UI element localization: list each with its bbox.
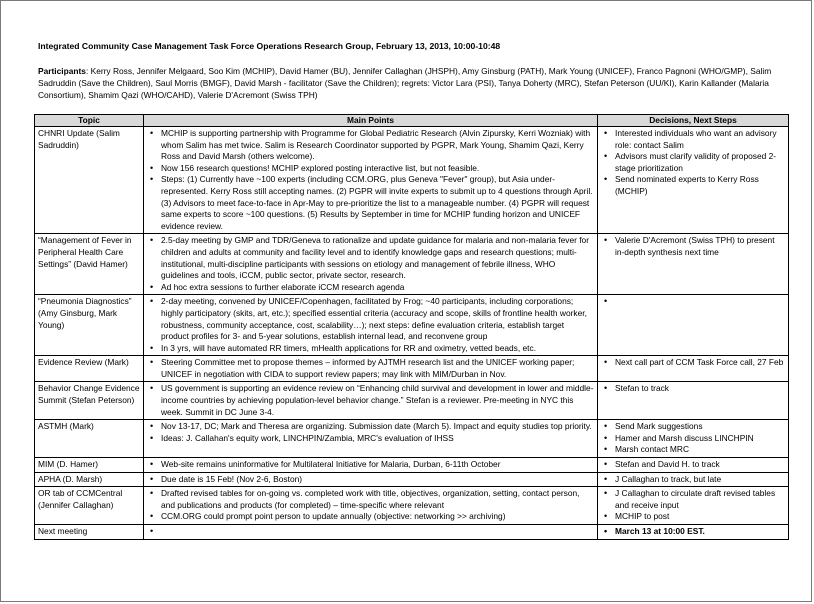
- table-row: [35, 295, 789, 356]
- decision-bullet-list: [601, 296, 785, 308]
- point-bullet: • Now 156 research questions! MCHIP explored posting interactive list, but not feasible.: [161, 163, 594, 175]
- document-title: Integrated Community Case Management Task Force Operations Research Group, February 13, 2013, 10:00-10:48: [38, 41, 501, 51]
- header-decisions: Decisions, Next Steps: [598, 115, 789, 127]
- decision-bullet: • Advisors must clarify validity of proposed 2-stage prioritization: [615, 151, 785, 174]
- point-bullet: • Nov 13-17, DC; Mark and Theresa are organizing. Submission date (March 5). Impact and equity studies top priority.: [161, 421, 594, 433]
- point-bullet: • 2.5-day meeting by GMP and TDR/Geneva to rationalize and update guidance for malaria and non-malaria fever for children and adults at community and facility level and to identify knowledge gaps and research questions; multi-institutional, multi-discipline participants with sessions on etiology and management of febrile illness, WHO guidelines and tools, iCCM, public sector, private sector, research.: [161, 235, 594, 281]
- decisions-cell: [598, 420, 789, 458]
- point-bullet-list: [147, 235, 594, 293]
- decision-bullet-list: [601, 488, 785, 523]
- decision-bullet: • Stefan to track: [615, 383, 785, 395]
- point-bullet: • Drafted revised tables for on-going vs. completed work with title, objectives, organization, setting, contact person, and publications and products (for completed) – time-specific where relevant: [161, 488, 594, 511]
- table-row: [35, 458, 789, 473]
- decision-bullet-list: [601, 128, 785, 198]
- decision-bullet: • Send nominated experts to Kerry Ross (MCHIP): [615, 174, 785, 197]
- decision-bullet-list: [601, 235, 785, 258]
- decisions-cell: [598, 382, 789, 420]
- decision-bullet: • MCHIP to post: [615, 511, 785, 523]
- decisions-cell: [598, 295, 789, 356]
- point-bullet: • Steering Committee met to propose themes – informed by AJTMH research list and the UNICEF working paper; UNICEF in negotiation with CIDA to support review papers; may link with MIM/Durban in Nov.: [161, 357, 594, 380]
- point-bullet-list: [147, 128, 594, 232]
- table-header-row: [35, 115, 789, 127]
- table-row: [35, 525, 789, 540]
- header-topic: Topic: [35, 115, 144, 127]
- decision-bullet: • Send Mark suggestions: [615, 421, 785, 433]
- main-points-cell: [144, 420, 598, 458]
- main-points-cell: [144, 356, 598, 382]
- decisions-cell: [598, 487, 789, 525]
- main-points-cell: [144, 458, 598, 473]
- decision-bullet: • Marsh contact MRC: [615, 444, 785, 456]
- meeting-notes-table: [34, 114, 789, 540]
- point-bullet: • CCM.ORG could prompt point person to update annually (objective: networking >> archiving): [161, 511, 594, 523]
- table-row: [35, 487, 789, 525]
- main-points-cell: [144, 127, 598, 234]
- point-bullet-list: [147, 526, 594, 538]
- point-bullet: [161, 526, 594, 538]
- table-body: [35, 127, 789, 540]
- table-row: [35, 127, 789, 234]
- decision-bullet: • Next call part of CCM Task Force call, 27 Feb: [615, 357, 785, 369]
- decision-bullet-list: [601, 421, 785, 456]
- decision-bullet-list: [601, 357, 785, 369]
- decision-bullet: • Hamer and Marsh discuss LINCHPIN: [615, 433, 785, 445]
- topic-cell: CHNRI Update (Salim Sadruddin): [35, 127, 144, 234]
- point-bullet: • 2-day meeting, convened by UNICEF/Copenhagen, facilitated by Frog; ~40 participants, including corporations; highly participatory (skits, art, etc.); specified essential criteria (accuracy and scope, skills of frontline health worker, robustness, community acceptance, cost, scalability…); next steps: define evaluation criteria, establish target product profiles for 3- and 5-year solutions, establish internal lead, and reconvene group: [161, 296, 594, 342]
- main-points-cell: [144, 295, 598, 356]
- point-bullet: • US government is supporting an evidence review on “Enhancing child survival and development in lower and middle-income countries by achieving population-level behavior change.” Stefan is a reviewer. Pre-meeting in NYC this week. Summit in DC June 3-4.: [161, 383, 594, 418]
- point-bullet: • Ideas: J. Callahan's equity work, LINCHPIN/Zambia, MRC's evaluation of IHSS: [161, 433, 594, 445]
- decision-bullet-list: [601, 474, 785, 486]
- decision-bullet-list: [601, 383, 785, 395]
- decision-bullet: • Stefan and David H. to track: [615, 459, 785, 471]
- point-bullet: • Ad hoc extra sessions to further elaborate iCCM research agenda: [161, 282, 594, 294]
- point-bullet: • Steps: (1) Currently have ~100 experts (including CCM.ORG, plus Geneva "Fever" group), but Asia under-represented. Kerry Ross still accepting names. (2) PGPR will invite experts to submit up to 4 questions through April. (3) Advisors to meet face-to-face in Apr-May to pre-prioritize the list to a manageable number. (4) PGPR will request same experts to score ~100 questions. (5) Results by September in time for MCHIP funding horizon and UNICEF evidence review.: [161, 174, 594, 232]
- main-points-cell: [144, 234, 598, 295]
- decision-bullet-list: [601, 459, 785, 471]
- decision-bullet: • Valerie D'Acremont (Swiss TPH) to present in-depth synthesis next time: [615, 235, 785, 258]
- point-bullet: • In 3 yrs, will have automated RR timers, mHealth applications for RR and oximetry, vetted beads, etc.: [161, 343, 594, 355]
- point-bullet-list: [147, 474, 594, 486]
- point-bullet-list: [147, 357, 594, 380]
- table-row: [35, 472, 789, 487]
- decision-bullet: • J Callaghan to circulate draft revised tables and receive input: [615, 488, 785, 511]
- decision-bullet: [615, 296, 785, 308]
- decision-bullet: • J Callaghan to track, but late: [615, 474, 785, 486]
- topic-cell: ASTMH (Mark): [35, 420, 144, 458]
- main-points-cell: [144, 525, 598, 540]
- decisions-cell: [598, 458, 789, 473]
- main-points-cell: [144, 487, 598, 525]
- decisions-cell: [598, 356, 789, 382]
- main-points-cell: [144, 382, 598, 420]
- table-row: [35, 234, 789, 295]
- point-bullet-list: [147, 488, 594, 523]
- decision-bullet: • March 13 at 10:00 EST.: [615, 526, 785, 538]
- topic-cell: “Management of Fever in Peripheral Health Care Settings” (David Hamer): [35, 234, 144, 295]
- decisions-cell: [598, 472, 789, 487]
- topic-cell: APHA (D. Marsh): [35, 472, 144, 487]
- participants-list: : Kerry Ross, Jennifer Melgaard, Soo Kim (MCHIP), David Hamer (BU), Jennifer Callaghan (JHSPH), Amy Ginsburg (PATH), Mark Young (UNICEF), Franco Pagnoni (WHO/GMP), Salim Sadruddin (Save the Children), Saul Morris (BMGF), David Marsh - facilitator (Save the Children); regrets: Victor Lara (PSI), Tanya Doherty (MRC), Stefan Peterson (UU/KI), Karin Kallander (Malaria Consortium), Shamim Qazi (WHO/CAHD), Valerie D'Acremont (Swiss TPH): [38, 66, 772, 100]
- decisions-cell: [598, 127, 789, 234]
- point-bullet-list: [147, 459, 594, 471]
- point-bullet: • MCHIP is supporting partnership with Programme for Global Pediatric Research (Alvin Zipursky, Kerri Wozniak) with whom Salim has met twice. Salim is Research Coordinator supported by PGPR, Mark Young, Shamim Qazi, Kerry Ross and David Marsh (others welcome).: [161, 128, 594, 163]
- participants-label: Participants: [38, 66, 86, 76]
- table-row: [35, 356, 789, 382]
- decisions-cell: [598, 525, 789, 540]
- decision-bullet: • Interested individuals who want an advisory role: contact Salim: [615, 128, 785, 151]
- point-bullet: • Web-site remains uninformative for Multilateral Initiative for Malaria, Durban, 6-11th October: [161, 459, 594, 471]
- point-bullet-list: [147, 421, 594, 444]
- header-main-points: Main Points: [144, 115, 598, 127]
- topic-cell: Next meeting: [35, 525, 144, 540]
- table-row: [35, 382, 789, 420]
- participants-paragraph: [38, 65, 786, 101]
- topic-cell: Behavior Change Evidence Summit (Stefan Peterson): [35, 382, 144, 420]
- main-points-cell: [144, 472, 598, 487]
- point-bullet: • Due date is 15 Feb! (Nov 2-6, Boston): [161, 474, 594, 486]
- decision-bullet-list: [601, 526, 785, 538]
- topic-cell: “Pneumonia Diagnostics” (Amy Ginsburg, Mark Young): [35, 295, 144, 356]
- topic-cell: OR tab of CCMCentral (Jennifer Callaghan): [35, 487, 144, 525]
- topic-cell: Evidence Review (Mark): [35, 356, 144, 382]
- decisions-cell: [598, 234, 789, 295]
- point-bullet-list: [147, 296, 594, 354]
- point-bullet-list: [147, 383, 594, 418]
- table-row: [35, 420, 789, 458]
- topic-cell: MIM (D. Hamer): [35, 458, 144, 473]
